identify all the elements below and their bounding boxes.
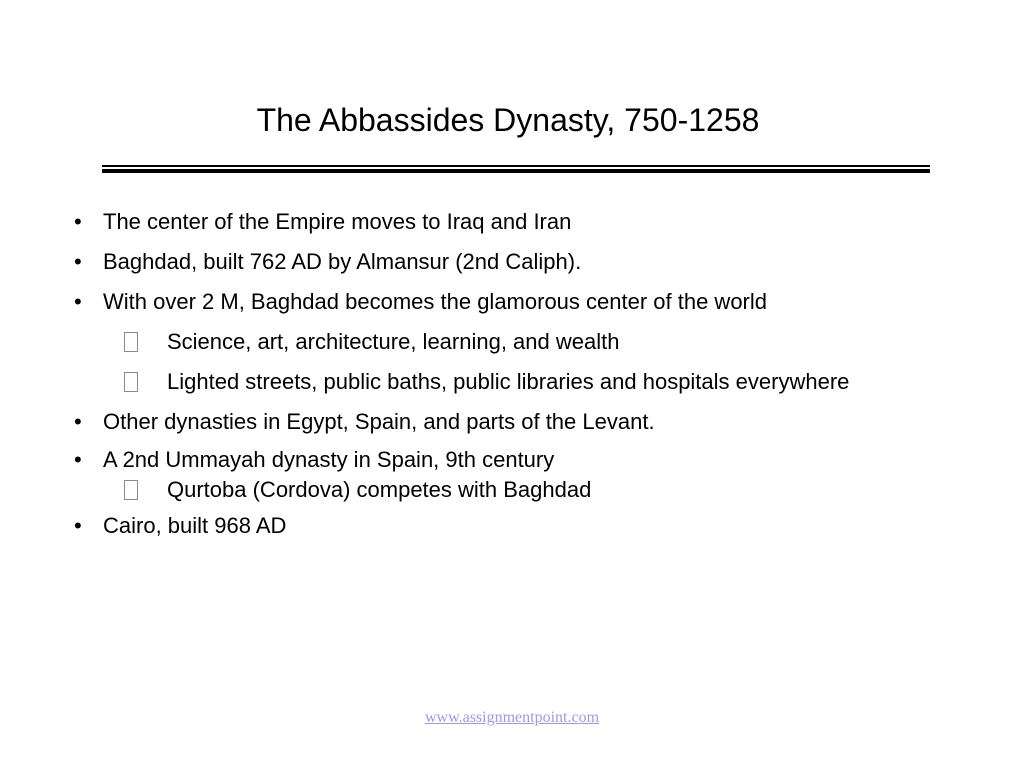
bullet-text: Baghdad, built 762 AD by Almansur (2nd Caliph). [103, 249, 582, 274]
missing-glyph-box-icon [124, 332, 138, 352]
bullet-dot-icon: • [74, 409, 82, 434]
bullet-text: A 2nd Ummayah dynasty in Spain, 9th century [103, 447, 555, 472]
bullet-dot-icon: • [74, 513, 82, 538]
missing-glyph-box-icon [124, 372, 138, 392]
bullet-text: Cairo, built 968 AD [103, 513, 287, 538]
bullet-text: With over 2 M, Baghdad becomes the glamorous center of the world [103, 289, 768, 314]
bullet-dot-icon: • [74, 209, 82, 234]
sub-bullet-text: Lighted streets, public baths, public libraries and hospitals everywhere [167, 369, 850, 394]
bullet-text: Other dynasties in Egypt, Spain, and parts of the Levant. [103, 409, 655, 434]
missing-glyph-box-icon [124, 480, 138, 500]
bullet-dot-icon: • [74, 249, 82, 274]
footer-website-link[interactable]: www.assignmentpoint.com [424, 709, 600, 726]
sub-bullet-text: Science, art, architecture, learning, and wealth [167, 329, 620, 354]
bullet-dot-icon: • [74, 289, 82, 314]
sub-bullet-text: Qurtoba (Cordova) competes with Baghdad [167, 477, 592, 502]
slide-title: The Abbassides Dynasty, 750-1258 [256, 102, 760, 138]
bullet-text: The center of the Empire moves to Iraq and Iran [103, 209, 572, 234]
bullet-dot-icon: • [74, 447, 82, 472]
